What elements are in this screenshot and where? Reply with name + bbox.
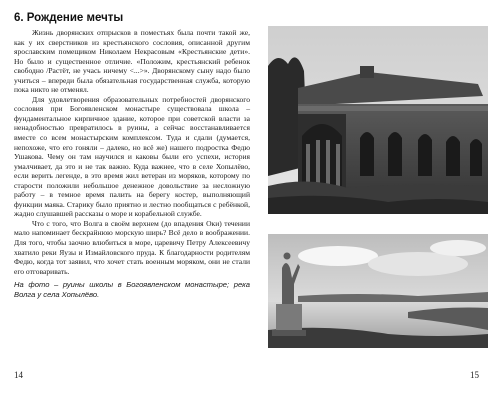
paragraph: Для удовлетворения образовательных потребностей дворянского сословия при Богоявленском монастыре существовала школа – фундаментальное кирпичное здание, которое при советской власти за ненадобностью превратилось в руины, а сейчас восстанавливается вместе со всем монастырским комплексом. Туда и сдали (думается, непохоже, что его гоняли – далеко, но всё же) нашего подростка Федю Ушакова. Чему он там научился и каковы были его успехи, история умалчивает, да это и не так важно. Куда важнее, что в селе Хопылёво, если верить легенде, в это время жил ветеран из моряков, которому по старости положили небольшое денежное довольствие за несложную работу – в темное время палить на берегу костер, выполняющий функции маяка. Старику было приятно и лестно пообщаться с ребёнкой, жадно слушавшей рассказы о море и корабельной службе. xyxy=(14,94,250,219)
page-number-right: 15 xyxy=(470,370,479,380)
page-number-left: 14 xyxy=(14,370,23,380)
left-page xyxy=(14,12,250,299)
volga-river-image xyxy=(268,234,488,348)
chapter-title: 6. Рождение мечты xyxy=(14,12,124,24)
school-ruins-image xyxy=(268,26,488,214)
paragraph: Что с того, что Волга в своём верхнем (до впадения Оки) течении мало напоминает бескрайнюю морскую ширь? Всё дело в воображении. Для того, чтобы заочно влюбиться в море, царевичу Петру Алексеевичу хватило реки Яузы и Измайловского пруда. К благодарности родителям Федю, когда тот заявил, что хочет стать военным моряком, они не стали его отговаривать. xyxy=(14,218,250,276)
school-ruins-photo xyxy=(268,26,488,214)
volga-river-photo xyxy=(268,234,488,348)
photo-caption: На фото – руины школы в Богоявленском монастыре; река Волга у села Хопылёво. xyxy=(14,280,250,299)
paragraph: Жизнь дворянских отпрысков в поместьях была почти такой же, как у их сверстников из крестьянского сословия, описанной другим ярославским помещиком Николаем Некрасовым «Крестьянские дети». Но было и существенное отличие. «Положим, крестьянский ребенок свободно /Растёт, не учась ничему <...>». Дворянскому сыну надо было учиться – впереди была обязательная государственная служба, которую пока никто не отменял. xyxy=(14,28,250,95)
